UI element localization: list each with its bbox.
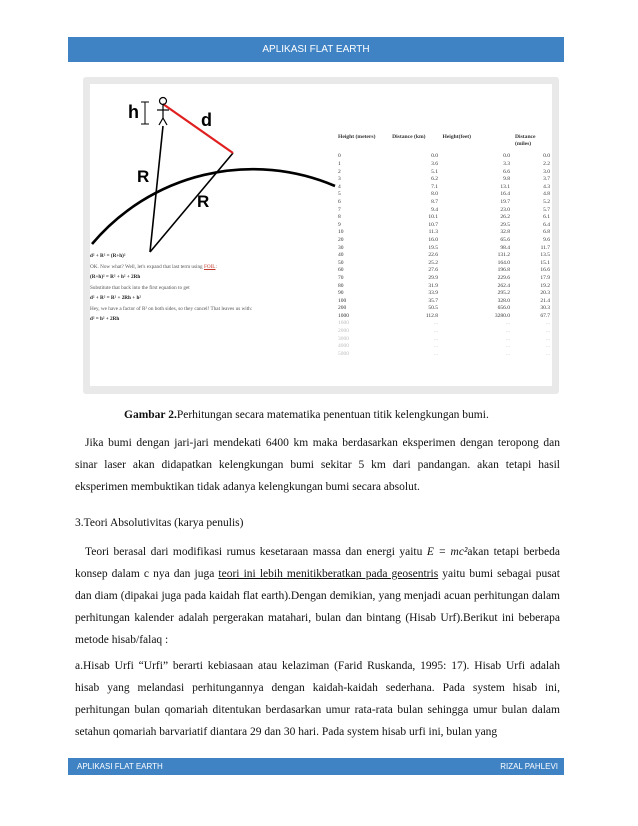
table-cell: 98.4: [500, 244, 510, 251]
table-cell: 80: [338, 282, 344, 289]
table-cell: 2000: [338, 328, 349, 335]
table-cell: 5.7: [543, 206, 550, 213]
tangent-line-d: [163, 104, 233, 153]
footer-left: APLIKASI FLAT EARTH: [77, 762, 163, 771]
table-cell: 112.8: [425, 312, 438, 319]
table-cell: ...: [433, 320, 438, 327]
table-cell: 5: [338, 191, 341, 198]
col-header-height-m: Height (meters): [338, 134, 376, 140]
table-cell: 656.0: [497, 305, 510, 312]
table-cell: 0: [338, 153, 341, 160]
table-cell: 19.5: [428, 244, 438, 251]
table-cell: 11.7: [540, 244, 550, 251]
table-cell: ...: [505, 328, 510, 335]
table-cell: 200: [338, 305, 347, 312]
derivation-text: [90, 253, 304, 327]
table-body: [338, 153, 552, 358]
table-cell: 9.6: [543, 236, 550, 243]
table-cell: ...: [433, 350, 438, 357]
table-cell: 16.4: [500, 191, 510, 198]
table-row: [338, 313, 552, 321]
table-cell: 7: [338, 206, 341, 213]
caption-text: Perhitungan secara matematika penentuan titik kelengkungan bumi.: [176, 409, 489, 421]
table-header: [338, 134, 552, 147]
table-row: [338, 153, 552, 161]
table-cell: ...: [505, 320, 510, 327]
equation-1: d² + R² = (R+h)²: [90, 253, 126, 259]
table-cell: 8: [338, 214, 341, 221]
table-cell: 0.0: [431, 153, 438, 160]
table-cell: 29.9: [428, 274, 438, 281]
table-cell: 1000: [338, 312, 349, 319]
table-cell: 19.7: [500, 198, 510, 205]
table-cell: 15.1: [540, 259, 550, 266]
table-cell: 262.4: [497, 282, 510, 289]
equation-2: (R+h)² = R² + h² + 2Rh: [90, 274, 141, 281]
table-cell: 33.9: [428, 290, 438, 297]
table-cell: 10.7: [428, 221, 438, 228]
table-row: [338, 320, 552, 328]
table-cell: 70: [338, 274, 344, 281]
table-row: [338, 328, 552, 336]
table-cell: 27.6: [428, 267, 438, 274]
table-row: [338, 290, 552, 298]
table-cell: 50.5: [428, 305, 438, 312]
table-cell: ...: [433, 343, 438, 350]
table-cell: 23.0: [500, 206, 510, 213]
table-cell: 2.2: [543, 161, 550, 167]
table-row: [338, 351, 552, 359]
table-cell: 1: [338, 161, 341, 167]
table-cell: 31.9: [428, 282, 438, 289]
figure-image: [90, 84, 552, 386]
table-cell: 5.2: [543, 198, 550, 205]
table-cell: ...: [545, 343, 550, 350]
table-cell: 295.2: [497, 290, 510, 297]
table-cell: 13.5: [540, 252, 550, 259]
table-cell: 3.7: [543, 176, 550, 183]
table-cell: 7.1: [431, 183, 438, 190]
table-cell: 0.0: [543, 153, 550, 160]
table-cell: ...: [545, 320, 550, 327]
radius-tangent: [150, 153, 233, 252]
table-cell: 32.8: [500, 229, 510, 236]
table-row: [338, 336, 552, 344]
table-cell: 9.8: [503, 176, 510, 183]
table-cell: 30.3: [540, 305, 550, 312]
table-cell: 4.3: [543, 183, 550, 190]
table-cell: 164.0: [497, 259, 510, 266]
table-row: [338, 237, 552, 245]
table-row: [338, 229, 552, 237]
table-cell: ...: [545, 328, 550, 335]
paragraph-absolutivity: Teori berasal dari modifikasi rumus kesetaraan massa dan energi yaitu E = mc²akan tetapi berbeda konsep dalam c nya dan juga teori ini lebih menitikberatkan pada geosentris yaitu bumi sebagai pusat dan diam (dipakai juga pada kaidah flat earth).Dengan demikian, yang menjadi acuan perhitungan dalam perhitungan kalender adalah pergerakan matahari, bulan dan bintang (Hisab Urf).Berikut ini beberapa metode hisab/falaq :: [75, 546, 560, 646]
table-cell: 17.9: [540, 274, 550, 281]
table-cell: 16.6: [540, 267, 550, 274]
table-cell: 1600: [338, 320, 349, 327]
table-row: [338, 283, 552, 291]
earth-arc: [92, 169, 335, 244]
table-cell: 6.6: [503, 168, 510, 175]
table-cell: 3: [338, 176, 341, 183]
table-row: [338, 199, 552, 207]
label-R-left: R: [137, 167, 150, 186]
table-cell: 9.4: [431, 206, 438, 213]
table-cell: ...: [545, 350, 550, 357]
table-row: [338, 343, 552, 351]
col-header-height-ft: Height(feet): [442, 134, 472, 140]
table-row: [338, 161, 552, 169]
page-footer: [68, 758, 564, 775]
col-header-distance-mi: Distance (miles): [515, 134, 536, 147]
table-cell: 8.0: [431, 191, 438, 198]
table-row: [338, 214, 552, 222]
header-title: APLIKASI FLAT EARTH: [262, 44, 370, 55]
table-cell: 3000: [338, 335, 349, 342]
table-row: [338, 222, 552, 230]
table-cell: 3.0: [543, 168, 550, 175]
table-cell: 19.2: [540, 282, 550, 289]
table-cell: 20: [338, 236, 344, 243]
table-cell: 10: [338, 229, 344, 236]
table-cell: 20.3: [540, 290, 550, 297]
table-cell: 40: [338, 252, 344, 259]
table-row: [338, 275, 552, 283]
table-cell: 6.2: [431, 176, 438, 183]
table-row: [338, 305, 552, 313]
table-row: [338, 298, 552, 306]
table-cell: 3.3: [503, 161, 510, 167]
table-cell: 4.8: [543, 191, 550, 198]
table-cell: ...: [505, 350, 510, 357]
table-cell: 26.2: [500, 214, 510, 221]
table-cell: 30: [338, 244, 344, 251]
table-cell: 67.7: [540, 312, 550, 319]
table-cell: ...: [545, 335, 550, 342]
derivation-note-2: Substitute that back into the first equation to get: [90, 284, 190, 291]
table-cell: 328.0: [497, 297, 510, 304]
label-h: h: [128, 102, 139, 122]
table-cell: 21.4: [540, 297, 550, 304]
col-header-distance-km: Distance (km): [392, 134, 426, 140]
footer-right: RIZAL PAHLEVI: [500, 762, 558, 771]
table-cell: ...: [433, 335, 438, 342]
figure-frame: [83, 77, 559, 394]
table-row: [338, 169, 552, 177]
table-cell: 229.6: [497, 274, 510, 281]
table-cell: 3.6: [431, 161, 438, 167]
table-row: [338, 184, 552, 192]
table-cell: 6.4: [543, 221, 550, 228]
table-cell: 2: [338, 168, 341, 175]
table-cell: ...: [433, 328, 438, 335]
table-row: [338, 176, 552, 184]
table-cell: 5.1: [431, 168, 438, 175]
table-cell: 9: [338, 221, 341, 228]
table-cell: 196.8: [497, 267, 510, 274]
table-cell: 16.0: [428, 236, 438, 243]
table-cell: 3280.0: [494, 312, 510, 319]
table-row: [338, 191, 552, 199]
paragraph-earth-curvature: Jika bumi dengan jari-jari mendekati 6400 km maka berdasarkan eksperimen dengan teropong dan sinar laser akan didapatkan kelengkungan bumi sekitar 5 km dari pandangan. akan tetapi hasil eksperimen membuktikan tidak adanya kelengkungan bumi secara absolut.: [75, 437, 560, 493]
formula-emc2: E = mc²: [426, 546, 468, 558]
observer-head: [160, 98, 167, 105]
table-cell: 100: [338, 297, 347, 304]
table-cell: 0.0: [503, 153, 510, 160]
table-cell: 60: [338, 267, 344, 274]
foil-link: FOIL: [203, 263, 216, 270]
derivation-note-1: OK. Now what? Well, let's expand that last term using FOIL:: [90, 263, 217, 270]
table-cell: 10.1: [428, 214, 438, 221]
table-row: [338, 260, 552, 268]
table-cell: 8.7: [431, 198, 438, 205]
caption-label: Gambar 2.: [124, 409, 177, 421]
table-cell: 4000: [338, 343, 349, 350]
table-cell: 50: [338, 259, 344, 266]
paragraph-hisab-urfi: a.Hisab Urfi “Urfi” berarti kebiasaan atau kelaziman (Farid Ruskanda, 1995: 17). Hisab Urfi adalah hisab yang melandasi perhitungannya dengan kaidah-kaidah sederhana. Pada system hisab ini, perhitungan bulan qomariah ditentukan berdasarkan umur rata-rata bulan sehingga umur bulan dalam setahun qomariah barvariatif diantara 29 dan 30 hari. Pada system hisab urfi ini, bulan yang: [75, 660, 560, 738]
table-cell: 6.8: [543, 229, 550, 236]
table-row: [338, 252, 552, 260]
table-row: [338, 245, 552, 253]
table-cell: 131.2: [497, 252, 510, 259]
earth-curvature-diagram: [90, 84, 340, 254]
derivation-note-3: Hey, we have a factor of R² on both sides, so they cancel! That leaves us with:: [90, 305, 253, 312]
table-cell: 29.5: [500, 221, 510, 228]
table-cell: 65.6: [500, 236, 510, 243]
table-cell: 6: [338, 198, 341, 205]
table-cell: 13.1: [500, 183, 510, 190]
equation-3: d² + R² = R² + 2Rh + h²: [90, 295, 141, 302]
table-row: [338, 207, 552, 215]
table-cell: 90: [338, 290, 344, 297]
equation-4: d² = h² + 2Rh: [90, 316, 120, 323]
label-R-right: R: [197, 192, 210, 211]
label-d: d: [201, 110, 212, 130]
table-cell: 35.7: [428, 297, 438, 304]
underlined-phrase: teori ini lebih menitikberatkan pada geosentris: [218, 568, 439, 580]
section-heading: 3.Teori Absolutivitas (karya penulis): [75, 517, 244, 529]
table-row: [338, 267, 552, 275]
table-cell: ...: [505, 343, 510, 350]
table-cell: 4: [338, 183, 341, 190]
figure-caption: [124, 409, 489, 421]
page-header: [68, 37, 564, 62]
table-cell: 5000: [338, 350, 349, 357]
table-cell: 6.1: [543, 214, 550, 221]
table-cell: ...: [505, 335, 510, 342]
height-distance-table: [338, 134, 552, 358]
table-cell: 11.3: [428, 229, 438, 236]
table-cell: 25.2: [428, 259, 438, 266]
table-cell: 22.6: [428, 252, 438, 259]
